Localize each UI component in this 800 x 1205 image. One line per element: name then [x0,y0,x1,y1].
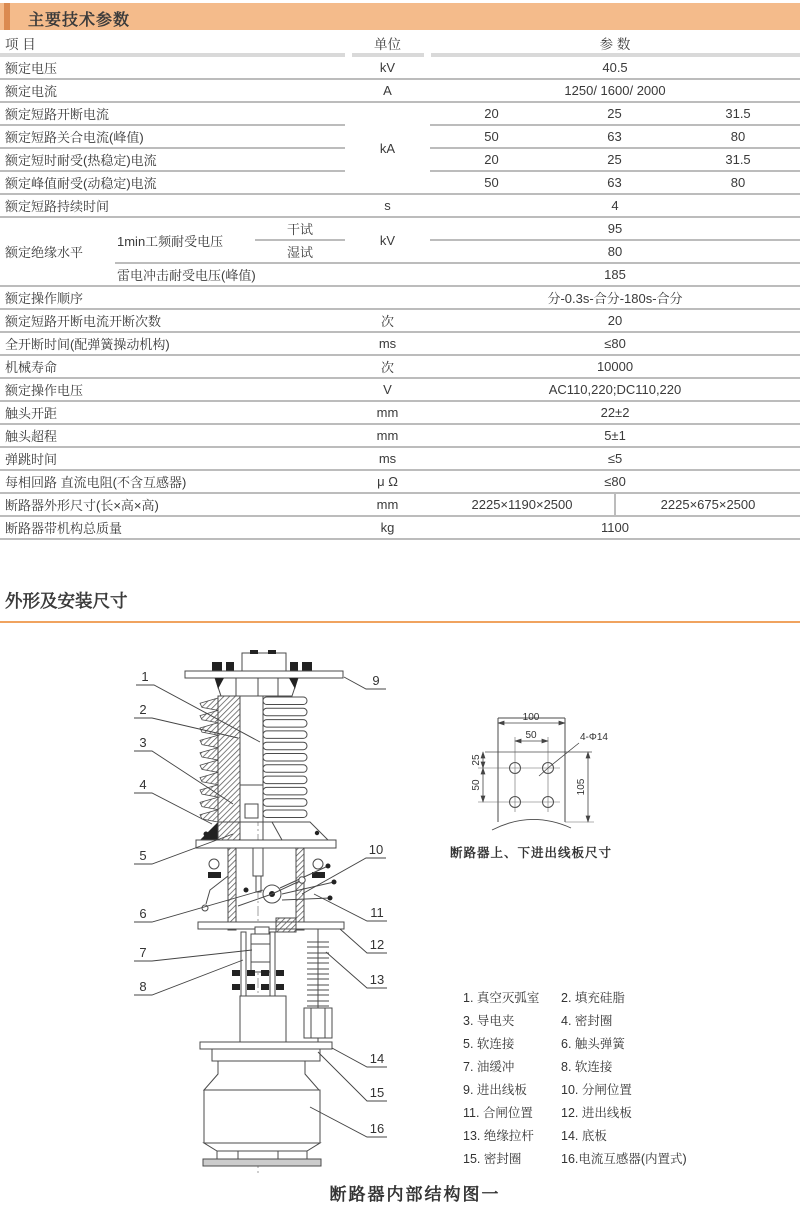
parts-list-item: 2. 填充硅脂 [561,991,625,1005]
value-cell: ≤80 [430,332,800,355]
item-cell: 额定短时耐受(热稳定)电流 [0,148,345,171]
sub-item-cell: 雷电冲击耐受电压(峰值) [115,263,345,286]
parameters-table [0,57,800,540]
value-cell: 25 [553,148,676,171]
callout-10: 10 [368,842,384,857]
table-row [0,332,800,355]
dim-100: 100 [522,712,540,723]
value-cell: 10000 [430,355,800,378]
unit-cell: mm [345,424,430,447]
value-cell: AC110,220;DC110,220 [430,378,800,401]
parts-list-item: 6. 触头弹簧 [561,1037,625,1051]
value-cell: 63 [553,125,676,148]
unit-cell: kV [345,57,430,79]
parts-list-item: 10. 分闸位置 [561,1083,632,1097]
parts-list-item: 7. 油缓冲 [463,1060,515,1074]
callout-4: 4 [139,777,147,792]
item-cell: 断路器外形尺寸(长×高×高) [0,493,345,516]
unit-cell [345,286,430,309]
parts-legend [463,988,731,1172]
value-cell: 40.5 [430,57,800,79]
value-cell: 20 [430,102,553,125]
unit-cell: kA [345,102,430,194]
value-cell: 185 [430,263,800,286]
col-header-unit: 单位 [374,37,401,52]
parts-list-item: 1. 真空灭弧室 [463,991,540,1005]
col-header-param: 参 数 [599,37,631,52]
item-cell: 额定绝缘水平 [0,217,115,286]
table-row [0,401,800,424]
item-cell: 机械寿命 [0,355,345,378]
item-cell: 额定短路开断电流 [0,102,345,125]
item-cell: 额定短路关合电流(峰值) [0,125,345,148]
callout-3: 3 [139,735,147,750]
value-cell: 50 [430,171,553,194]
parts-list-item: 8. 软连接 [561,1060,613,1074]
item-cell: 触头开距 [0,401,345,424]
table-row [0,263,800,286]
col-header-item: 项 目 [5,37,36,52]
terminal-plate-detail-drawing [450,692,780,847]
table-row [0,194,800,217]
unit-cell: A [345,79,430,102]
table-row [0,57,800,79]
parts-list-item: 11. 合闸位置 [463,1106,533,1120]
unit-cell: kV [345,217,430,263]
callout-16: 16 [369,1121,385,1136]
value-cell: 2225×675×2500 [615,493,800,516]
dim-holes: 4-Φ14 [580,732,608,743]
unit-cell: ms [345,332,430,355]
detail-drawing-caption: 断路器上、下进出线板尺寸 [450,846,613,860]
parts-list-item: 3. 导电夹 [463,1014,515,1028]
value-cell: 2225×1190×2500 [430,493,615,516]
table-row [0,516,800,539]
value-cell: 22±2 [430,401,800,424]
item-cell: 额定操作顺序 [0,286,345,309]
value-cell: 1100 [430,516,800,539]
table-row [0,309,800,332]
value-cell: 50 [430,125,553,148]
callout-9: 9 [372,673,380,688]
item-cell: 额定峰值耐受(动稳定)电流 [0,171,345,194]
unit-cell: μ Ω [345,470,430,493]
dim-25: 25 [471,754,482,766]
parts-list-item: 9. 进出线板 [463,1083,527,1097]
item-cell: 每相回路 直流电阻(不含互感器) [0,470,345,493]
callout-12: 12 [369,937,385,952]
condition-cell: 湿试 [255,240,345,263]
orange-rule [0,621,800,623]
value-cell: ≤5 [430,447,800,470]
unit-cell: ms [345,447,430,470]
callout-2: 2 [139,702,147,717]
breaker-internal-diagram [100,650,420,1178]
table-row [0,79,800,102]
item-cell: 额定电流 [0,79,345,102]
table-row [0,378,800,401]
value-cell: 分-0.3s-合分-180s-合分 [430,286,800,309]
header-accent-stripe [4,3,10,30]
value-cell: 95 [430,217,800,240]
dim-50: 50 [525,730,537,741]
callout-15: 15 [369,1085,385,1100]
unit-cell: 次 [345,355,430,378]
unit-cell: mm [345,401,430,424]
parts-list-item: 16.电流互感器(内置式) [561,1152,687,1166]
value-cell: 5±1 [430,424,800,447]
item-cell: 额定短路持续时间 [0,194,345,217]
table-row [0,447,800,470]
table-row [0,286,800,309]
parts-list-item: 5. 软连接 [463,1037,515,1051]
unit-cell: 次 [345,309,430,332]
callout-13: 13 [369,972,385,987]
dim-50b: 50 [471,779,482,791]
callout-14: 14 [369,1051,385,1066]
value-cell: 31.5 [676,148,800,171]
unit-cell: V [345,378,430,401]
callout-8: 8 [139,979,147,994]
parts-list-item: 15. 密封圈 [463,1152,522,1166]
value-cell: 80 [676,125,800,148]
callout-5: 5 [139,848,147,863]
value-cell: 20 [430,309,800,332]
sub-item-cell: 1min工频耐受电压 [115,217,255,263]
value-cell: 63 [553,171,676,194]
value-cell: 25 [553,102,676,125]
callout-7: 7 [139,945,147,960]
unit-cell: kg [345,516,430,539]
dim-105: 105 [576,778,587,796]
unit-cell: mm [345,493,430,516]
unit-cell [345,263,430,286]
value-cell: 80 [430,240,800,263]
item-cell: 额定电压 [0,57,345,79]
value-cell: 4 [430,194,800,217]
item-cell: 弹跳时间 [0,447,345,470]
plate-outline [485,718,592,830]
condition-cell: 干试 [255,217,345,240]
figure-caption: 断路器内部结构图一 [329,1185,501,1204]
table-row [0,102,800,125]
breaker-drawing [185,650,344,1166]
callout-11: 11 [370,905,384,920]
section1-title: 主要技术参数 [28,12,131,29]
section-header-bar [0,3,800,30]
table-row [0,424,800,447]
item-cell: 额定操作电压 [0,378,345,401]
item-cell: 全开断时间(配弹簧操动机构) [0,332,345,355]
table-row [0,493,800,516]
unit-cell: s [345,194,430,217]
callout-6: 6 [139,906,147,921]
item-cell: 额定短路开断电流开断次数 [0,309,345,332]
item-cell: 断路器带机构总质量 [0,516,345,539]
section2-title: 外形及安装尺寸 [5,591,128,611]
table-row [0,355,800,378]
table-row [0,217,800,240]
value-cell: 80 [676,171,800,194]
value-cell: 20 [430,148,553,171]
value-cell: 1250/ 1600/ 2000 [430,79,800,102]
parts-list-item: 13. 绝缘拉杆 [463,1129,534,1143]
item-cell: 触头超程 [0,424,345,447]
parts-list-item: 12. 进出线板 [561,1106,632,1120]
callout-1: 1 [141,669,149,684]
table-row [0,470,800,493]
parts-list-item: 14. 底板 [561,1129,607,1143]
parts-list-item: 4. 密封圈 [561,1014,613,1028]
value-cell: ≤80 [430,470,800,493]
value-cell: 31.5 [676,102,800,125]
